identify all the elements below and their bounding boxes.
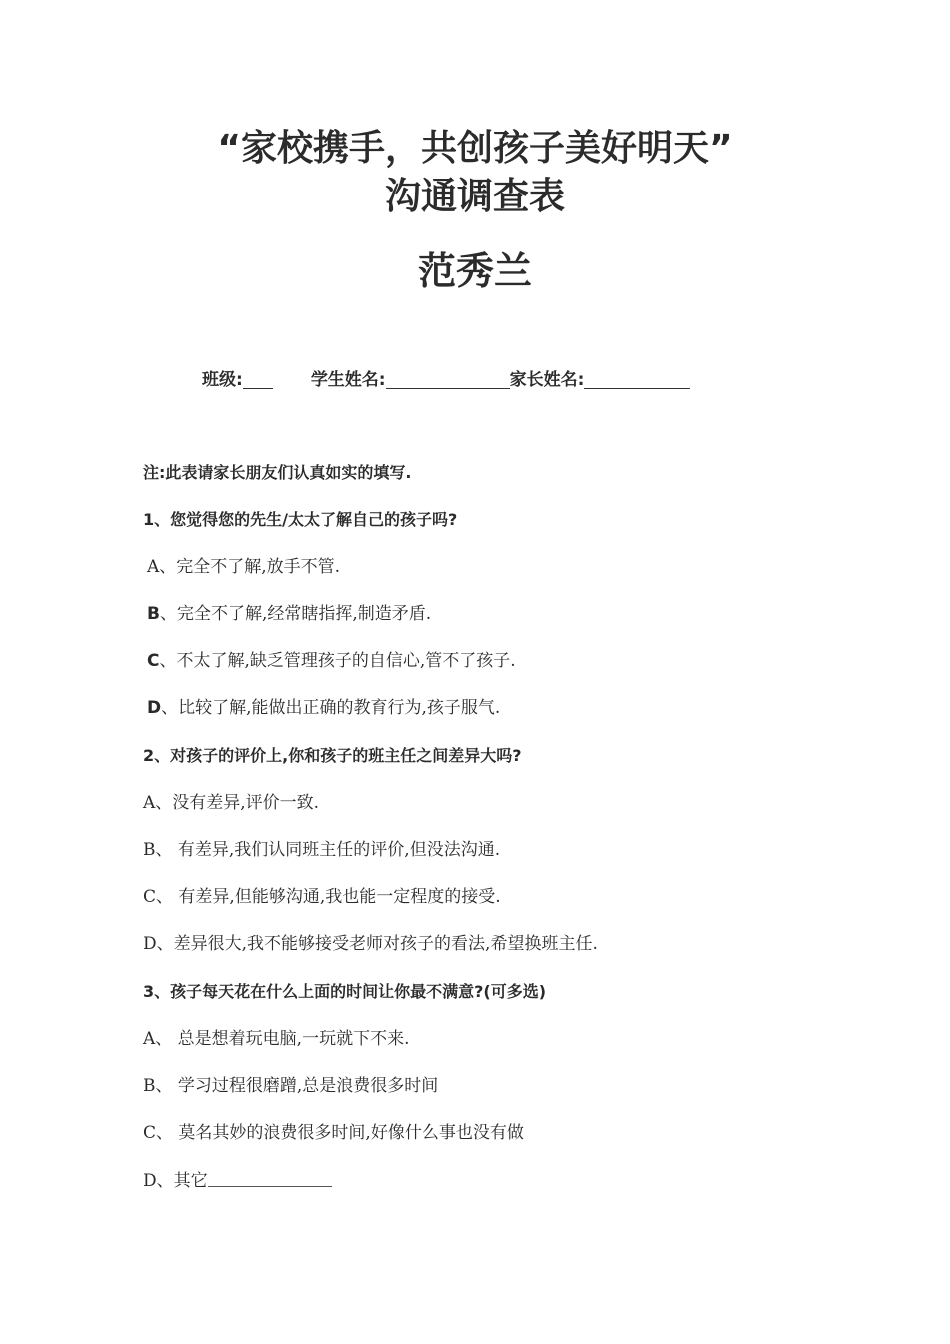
option-text: 、没有差异,评价一致.	[155, 793, 320, 813]
question-1: 1、您觉得您的先生/太太了解自己的孩子吗?	[143, 510, 458, 529]
q1-option-a	[143, 554, 340, 580]
note-text: 注:此表请家长朋友们认真如实的填写.	[143, 463, 412, 482]
title-line-1: “家校携手，共创孩子美好明天”	[217, 128, 733, 169]
option-text: 、 莫名其妙的浪费很多时间,好像什么事也没有做	[156, 1123, 524, 1143]
question-2: 2、对孩子的评价上,你和孩子的班主任之间差异大吗?	[143, 746, 522, 765]
q3-option-b	[143, 1073, 438, 1099]
option-letter: A	[147, 557, 160, 577]
title-line-2: 沟通调查表	[384, 176, 565, 217]
option-text: 、其它	[156, 1171, 208, 1191]
student-name-label: 学生姓名:	[310, 370, 386, 390]
option-text: 、 有差异,我们认同班主任的评价,但没法沟通.	[155, 840, 501, 860]
option-text: 、 有差异,但能够沟通,我也能一定程度的接受.	[156, 887, 501, 907]
q2-option-c	[143, 884, 501, 910]
question-3: 3、孩子每天花在什么上面的时间让你最不满意?(可多选)	[143, 982, 547, 1001]
q2-option-a	[143, 790, 319, 816]
option-text: 、差异很大,我不能够接受老师对孩子的看法,希望换班主任.	[156, 934, 598, 954]
option-letter: A	[143, 793, 156, 813]
q1-option-d	[143, 695, 500, 721]
option-letter: D	[147, 698, 162, 718]
option-text: 、 总是想着玩电脑,一玩就下不来.	[155, 1029, 410, 1049]
class-blank[interactable]	[243, 366, 273, 389]
q1-option-b	[143, 601, 431, 627]
class-label: 班级:	[202, 370, 243, 390]
option-letter: D	[143, 934, 157, 954]
option-text: 、完全不了解,放手不管.	[159, 557, 341, 577]
option-text: 、不太了解,缺乏管理孩子的自信心,管不了孩子.	[159, 651, 516, 671]
option-letter: C	[147, 651, 160, 671]
q1-option-c	[143, 648, 516, 674]
option-letter: C	[143, 887, 157, 907]
q3-option-a	[143, 1026, 410, 1052]
option-letter: C	[143, 1123, 157, 1143]
option-text: 、比较了解,能做出正确的教育行为,孩子服气.	[161, 698, 501, 718]
q3-option-d	[143, 1168, 332, 1194]
other-fill-blank[interactable]	[208, 1168, 332, 1187]
option-text: 、完全不了解,经常瞎指挥,制造矛盾.	[159, 604, 432, 624]
option-letter: B	[143, 840, 156, 860]
option-letter: D	[143, 1171, 157, 1191]
option-letter: B	[143, 1076, 156, 1096]
q3-option-c	[143, 1120, 524, 1146]
option-letter: B	[147, 604, 160, 624]
parent-name-label: 家长姓名:	[509, 370, 585, 390]
student-name-blank[interactable]	[386, 366, 510, 389]
q2-option-d	[143, 931, 598, 957]
info-row	[202, 366, 690, 394]
parent-name-blank[interactable]	[584, 366, 690, 389]
option-letter: A	[143, 1029, 156, 1049]
option-text: 、 学习过程很磨蹭,总是浪费很多时间	[155, 1076, 439, 1096]
q2-option-b	[143, 837, 500, 863]
author-name: 范秀兰	[417, 249, 532, 293]
